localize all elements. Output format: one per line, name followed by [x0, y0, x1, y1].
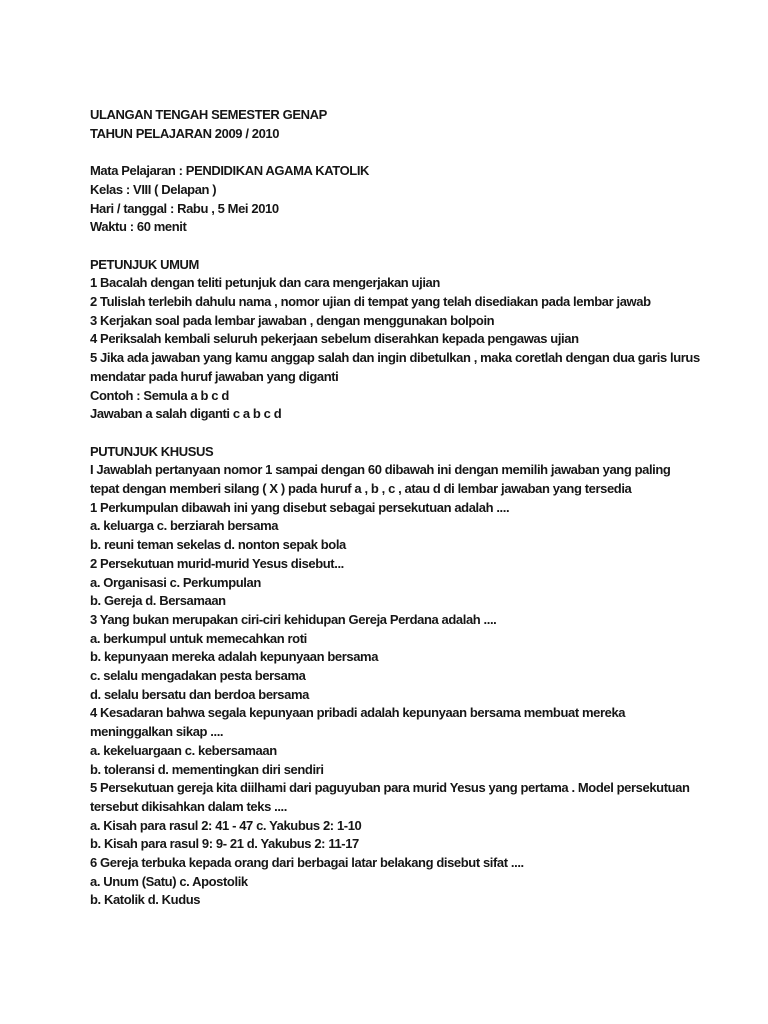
text-line: a. Unum (Satu) c. Apostolik [90, 873, 248, 889]
text-line: mendatar pada huruf jawaban yang diganti [90, 368, 339, 384]
text-line: 5 Persekutuan gereja kita diilhami dari paguyuban para murid Yesus yang pertama . Model persekutuan [90, 780, 690, 796]
text-line: 6 Gereja terbuka kepada orang dari berbagai latar belakang disebut sifat .... [90, 855, 524, 871]
text-line: Waktu : 60 menit [90, 219, 187, 235]
text-line: a. berkumpul untuk memecahkan roti [90, 630, 307, 646]
doc-title-block [90, 106, 728, 143]
text-line: a. kekeluargaan c. kebersamaan [90, 742, 277, 758]
text-line: 2 Persekutuan murid-murid Yesus disebut... [90, 555, 344, 571]
text-line: Hari / tanggal : Rabu , 5 Mei 2010 [90, 200, 279, 216]
text-line: b. Kisah para rasul 9: 9- 21 d. Yakubus 2: 11-17 [90, 836, 359, 852]
text-line: ULANGAN TENGAH SEMESTER GENAP [90, 107, 327, 122]
text-line: a. keluarga c. berziarah bersama [90, 518, 279, 534]
text-line: 5 Jika ada jawaban yang kamu anggap salah dan ingin dibetulkan , maka coretlah dengan dua garis lurus [90, 350, 700, 366]
text-line: tepat dengan memberi silang ( X ) pada huruf a , b , c , atau d di lembar jawaban yang tersedia [90, 481, 632, 497]
text-line: 3 Yang bukan merupakan ciri-ciri kehidupan Gereja Perdana adalah .... [90, 611, 497, 627]
text-line: Jawaban a salah diganti c a b c d [90, 406, 282, 422]
text-line: c. selalu mengadakan pesta bersama [90, 668, 306, 684]
text-line: 1 Perkumpulan dibawah ini yang disebut sebagai persekutuan adalah .... [90, 499, 510, 515]
petunjuk-khusus-heading: PUTUNJUK KHUSUS [90, 443, 214, 459]
text-line: 4 Periksalah kembali seluruh pekerjaan sebelum diserahkan kepada pengawas ujian [90, 331, 579, 347]
text-line: b. toleransi d. mementingkan diri sendiri [90, 761, 324, 777]
text-line: 2 Tulislah terlebih dahulu nama , nomor ujian di tempat yang telah disediakan pada lembar jawab [90, 294, 651, 309]
question-lines [90, 499, 728, 910]
text-line: Mata Pelajaran : PENDIDIKAN AGAMA KATOLIK [90, 163, 370, 179]
petunjuk-khusus-section [90, 443, 728, 911]
text-line: b. Katolik d. Kudus [90, 892, 201, 908]
text-line: tersebut dikisahkan dalam teks .... [90, 798, 287, 814]
text-line: TAHUN PELAJARAN 2009 / 2010 [90, 125, 280, 141]
text-line: b. reuni teman sekelas d. nonton sepak bola [90, 537, 346, 553]
text-line: Contoh : Semula a b c d [90, 387, 229, 403]
text-line: a. Organisasi c. Perkumpulan [90, 574, 261, 590]
text-line: d. selalu bersatu dan berdoa bersama [90, 686, 309, 702]
petunjuk-khusus-intro [90, 461, 728, 498]
text-line: I Jawablah pertanyaan nomor 1 sampai dengan 60 dibawah ini dengan memilih jawaban yang paling [90, 462, 671, 478]
doc-meta-block [90, 162, 728, 237]
text-line: 3 Kerjakan soal pada lembar jawaban , dengan menggunakan bolpoin [90, 312, 495, 328]
text-line: meninggalkan sikap .... [90, 724, 224, 740]
text-line: 1 Bacalah dengan teliti petunjuk dan cara mengerjakan ujian [90, 275, 440, 291]
text-line: 4 Kesadaran bahwa segala kepunyaan pribadi adalah kepunyaan bersama membuat mereka [90, 705, 626, 721]
text-line: a. Kisah para rasul 2: 41 - 47 c. Yakubus 2: 1-10 [90, 817, 362, 833]
text-line: Kelas : VIII ( Delapan ) [90, 181, 217, 197]
petunjuk-umum-lines [90, 274, 728, 424]
petunjuk-umum-heading: PETUNJUK UMUM [90, 256, 199, 272]
text-line: b. Gereja d. Bersamaan [90, 593, 226, 609]
petunjuk-umum-section [90, 256, 728, 424]
text-line: b. kepunyaan mereka adalah kepunyaan bersama [90, 649, 379, 665]
